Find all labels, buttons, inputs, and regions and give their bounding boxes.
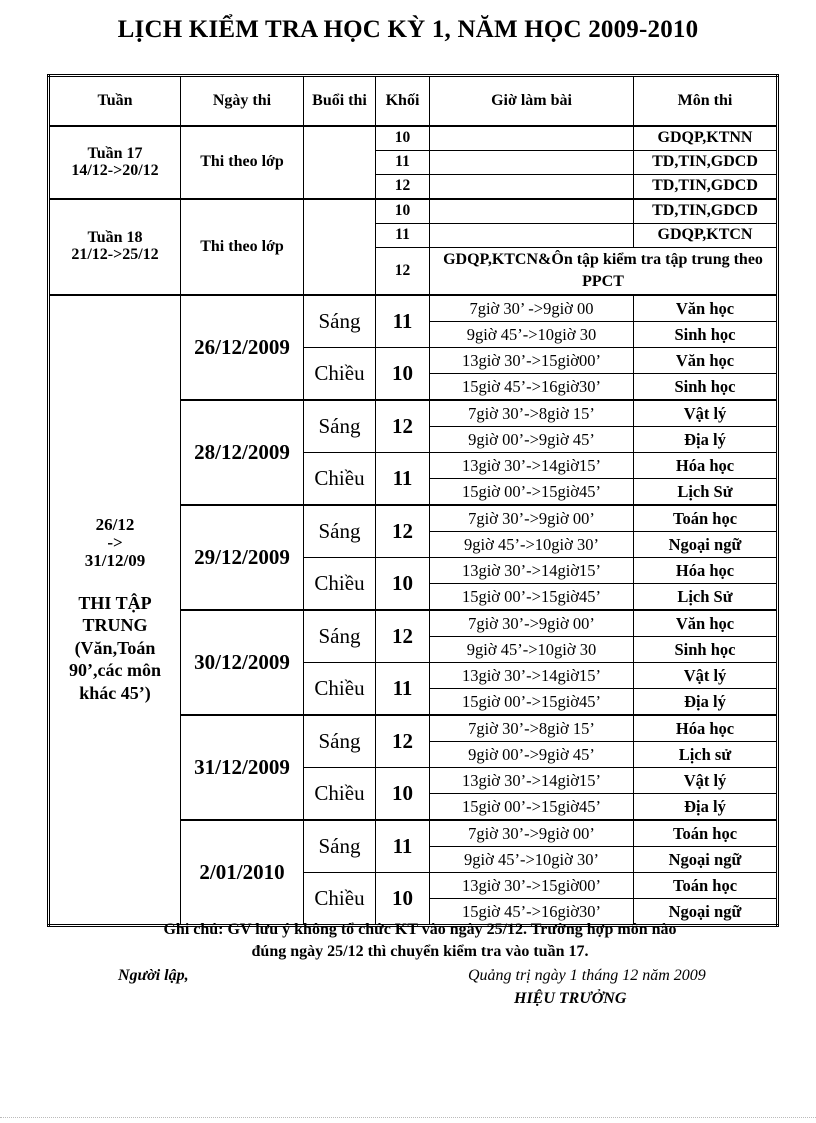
time-slot: 7giờ 30’->9giờ 00’	[430, 820, 634, 847]
session-morning: Sáng	[304, 295, 376, 348]
page-title: LỊCH KIỂM TRA HỌC KỲ 1, NĂM HỌC 2009-2010	[117, 16, 699, 43]
time-slot: 13giờ 30’->15giờ00’	[430, 348, 634, 374]
exam-date: 28/12/2009	[181, 400, 304, 505]
week-17-cell	[49, 126, 181, 199]
subject-cell: Vật lý	[634, 400, 778, 427]
header-khoi: Khối	[376, 76, 430, 127]
week-17-range: 14/12->20/12	[71, 161, 159, 179]
time-slot: 15giờ 00’->15giờ45’	[430, 689, 634, 716]
mon-cell: TD,TIN,GDCD	[634, 175, 778, 200]
subject-cell: Văn học	[634, 610, 778, 637]
exam-date: 29/12/2009	[181, 505, 304, 610]
period-range-arrow: ->	[107, 532, 123, 552]
subject-cell: Địa lý	[634, 794, 778, 821]
time-slot: 15giờ 00’->15giờ45’	[430, 584, 634, 611]
time-slot: 9giờ 00’->9giờ 45’	[430, 742, 634, 768]
time-slot: 15giờ 00’->15giờ45’	[430, 794, 634, 821]
khoi-cell: 11	[376, 224, 430, 248]
week-17-label: Tuần 17	[87, 144, 143, 162]
signature-place-date: Quảng trị ngày 1 tháng 12 năm 2009	[468, 967, 706, 984]
week-18-range: 21/12->25/12	[71, 246, 159, 263]
time-slot: 13giờ 30’->14giờ15’	[430, 453, 634, 479]
period-note-line-4: 90’,các môn	[69, 660, 161, 681]
time-slot: 7giờ 30’->9giờ 00’	[430, 505, 634, 532]
time-slot: 13giờ 30’->15giờ00’	[430, 873, 634, 899]
khoi-cell: 12	[376, 175, 430, 200]
subject-cell: Ngoại ngữ	[634, 899, 778, 926]
subject-cell: Văn học	[634, 295, 778, 322]
gio-cell	[430, 224, 634, 248]
time-slot: 7giờ 30’->9giờ 00’	[430, 610, 634, 637]
subject-cell: Vật lý	[634, 768, 778, 794]
grade-cell: 12	[376, 715, 430, 768]
session-afternoon: Chiều	[304, 453, 376, 506]
time-slot: 13giờ 30’->14giờ15’	[430, 768, 634, 794]
time-slot: 15giờ 45’->16giờ30’	[430, 899, 634, 926]
session-morning: Sáng	[304, 715, 376, 768]
period-range-end: 31/12/09	[84, 550, 146, 570]
subject-cell: Hóa học	[634, 558, 778, 584]
week-18-label: Tuần 18	[87, 229, 143, 247]
subject-cell: Vật lý	[634, 663, 778, 689]
session-morning: Sáng	[304, 610, 376, 663]
header-tuan: Tuần	[49, 76, 181, 127]
week-18-cell	[49, 199, 181, 295]
period-note-line-2: TRUNG	[82, 615, 148, 636]
grade-cell: 12	[376, 400, 430, 453]
grade-cell: 12	[376, 610, 430, 663]
exam-schedule-table	[47, 74, 779, 927]
grade-cell: 10	[376, 558, 430, 611]
subject-cell: Sinh học	[634, 374, 778, 401]
time-slot: 9giờ 45’->10giờ 30	[430, 637, 634, 663]
time-slot: 15giờ 00’->15giờ45’	[430, 479, 634, 506]
time-slot: 9giờ 45’->10giờ 30	[430, 322, 634, 348]
signature-title: HIỆU TRƯỞNG	[514, 990, 627, 1007]
time-slot: 9giờ 45’->10giờ 30’	[430, 532, 634, 558]
session-afternoon: Chiều	[304, 558, 376, 611]
subject-cell: Ngoại ngữ	[634, 532, 778, 558]
subject-cell: Toán học	[634, 820, 778, 847]
period-note-line-3: (Văn,Toán	[74, 637, 156, 658]
time-slot: 7giờ 30’->8giờ 15’	[430, 715, 634, 742]
header-ngay-thi: Ngày thi	[181, 76, 304, 127]
grade-cell: 10	[376, 768, 430, 821]
mon-cell: GDQP,KTNN	[634, 126, 778, 151]
time-slot: 13giờ 30’->14giờ15’	[430, 558, 634, 584]
session-afternoon: Chiều	[304, 348, 376, 401]
khoi-cell: 10	[376, 126, 430, 151]
merged-note-cell: GDQP,KTCN&Ôn tập kiểm tra tập trung theo PPCT	[430, 248, 778, 296]
header-buoi-thi: Buổi thi	[304, 76, 376, 127]
header-mon-thi: Môn thi	[634, 76, 778, 127]
concentrated-period-cell	[49, 295, 181, 926]
gio-cell	[430, 126, 634, 151]
grade-cell: 11	[376, 663, 430, 716]
mon-cell: GDQP,KTCN	[634, 224, 778, 248]
footnote-line-1: Ghi chú: GV lưu ý không tổ chức KT vào ngày 25/12. Trường hợp môn nào	[163, 921, 677, 938]
exam-date: 2/01/2010	[181, 820, 304, 926]
period-range-start: 26/12	[95, 514, 135, 534]
grade-cell: 10	[376, 873, 430, 926]
grade-cell: 11	[376, 453, 430, 506]
period-note-line-1: THI TẬP	[78, 592, 152, 613]
subject-cell: Văn học	[634, 348, 778, 374]
time-slot: 15giờ 45’->16giờ30’	[430, 374, 634, 401]
subject-cell: Toán học	[634, 873, 778, 899]
week-17-buoi	[304, 126, 376, 199]
session-morning: Sáng	[304, 820, 376, 873]
session-morning: Sáng	[304, 400, 376, 453]
subject-cell: Sinh học	[634, 322, 778, 348]
time-slot: 13giờ 30’->14giờ15’	[430, 663, 634, 689]
footnote-line-2: đúng ngày 25/12 thì chuyển kiểm tra vào tuần 17.	[251, 943, 589, 961]
table-row	[49, 126, 778, 151]
session-morning: Sáng	[304, 505, 376, 558]
subject-cell: Toán học	[634, 505, 778, 532]
session-afternoon: Chiều	[304, 873, 376, 926]
time-slot: 7giờ 30’->8giờ 15’	[430, 400, 634, 427]
footnote	[100, 919, 740, 964]
subject-cell: Lịch sử	[634, 742, 778, 768]
khoi-cell: 12	[376, 248, 430, 296]
gio-cell	[430, 175, 634, 200]
week-18-buoi	[304, 199, 376, 295]
exam-date: 26/12/2009	[181, 295, 304, 400]
table-row	[49, 295, 778, 322]
subject-cell: Lịch Sử	[634, 479, 778, 506]
session-afternoon: Chiều	[304, 663, 376, 716]
khoi-cell: 11	[376, 151, 430, 175]
khoi-cell: 10	[376, 199, 430, 224]
period-note-line-5: khác 45’)	[79, 682, 151, 703]
grade-cell: 10	[376, 348, 430, 401]
subject-cell: Địa lý	[634, 427, 778, 453]
mon-cell: TD,TIN,GDCD	[634, 199, 778, 224]
week-18-ngay: Thi theo lớp	[181, 199, 304, 295]
mon-cell: TD,TIN,GDCD	[634, 151, 778, 175]
subject-cell: Hóa học	[634, 715, 778, 742]
gio-cell	[430, 199, 634, 224]
subject-cell: Sinh học	[634, 637, 778, 663]
page-bottom-divider	[0, 1117, 816, 1119]
subject-cell: Ngoại ngữ	[634, 847, 778, 873]
time-slot: 7giờ 30’ ->9giờ 00	[430, 295, 634, 322]
time-slot: 9giờ 00’->9giờ 45’	[430, 427, 634, 453]
subject-cell: Lịch Sử	[634, 584, 778, 611]
week-17-ngay: Thi theo lớp	[181, 126, 304, 199]
exam-date: 30/12/2009	[181, 610, 304, 715]
subject-cell: Địa lý	[634, 689, 778, 716]
session-afternoon: Chiều	[304, 768, 376, 821]
exam-date: 31/12/2009	[181, 715, 304, 820]
subject-cell: Hóa học	[634, 453, 778, 479]
gio-cell	[430, 151, 634, 175]
time-slot: 9giờ 45’->10giờ 30’	[430, 847, 634, 873]
header-gio-lam-bai: Giờ làm bài	[430, 76, 634, 127]
spacer	[50, 570, 180, 592]
grade-cell: 11	[376, 820, 430, 873]
table-row	[49, 199, 778, 224]
grade-cell: 12	[376, 505, 430, 558]
signature-preparer: Người lập,	[118, 967, 189, 984]
grade-cell: 11	[376, 295, 430, 348]
header-row	[49, 76, 778, 127]
